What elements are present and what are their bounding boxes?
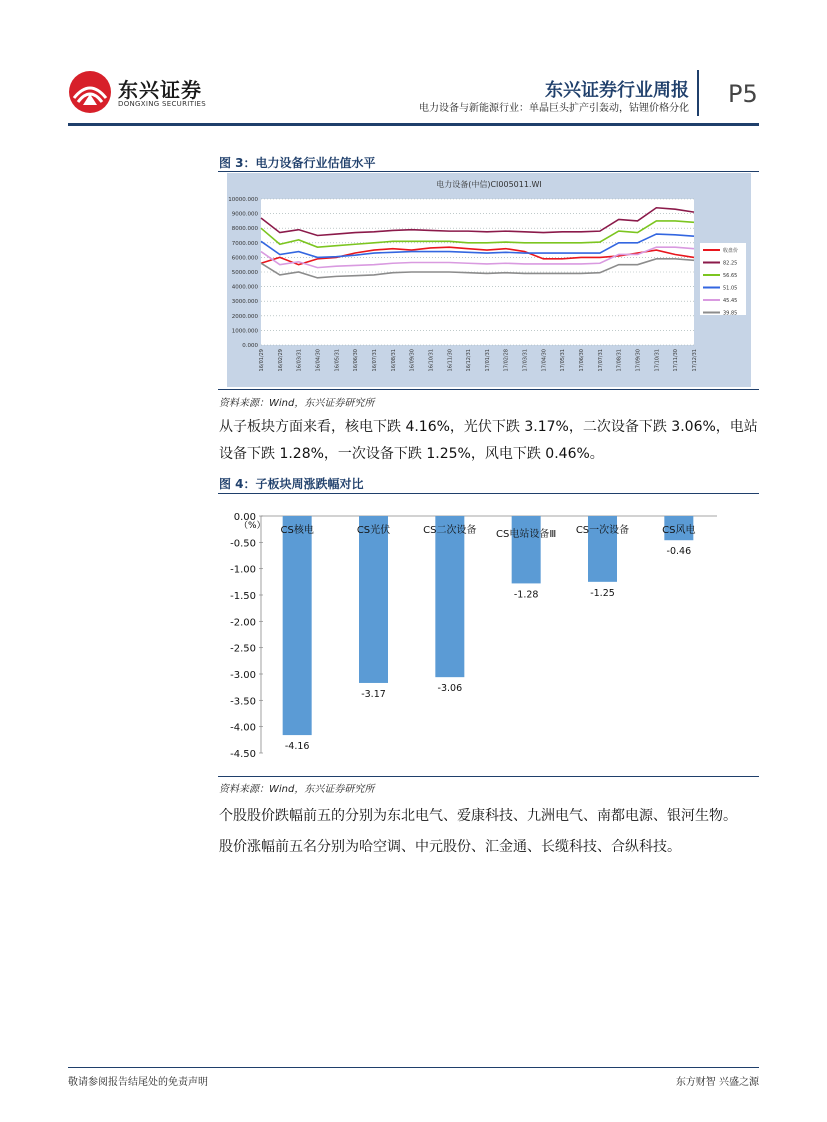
legend-label: 收盘价 [723, 248, 739, 254]
data-label: -3.06 [437, 683, 463, 695]
logo-subtext: DONGXING SECURITIES [118, 100, 207, 108]
paragraph-sector-summary: 从子板块方面来看，核电下跌 4.16%，光伏下跌 3.17%，二次设备下跌 3.06%，电站设备下跌 1.28%，一次设备下跌 1.25%，风电下跌 0.46%。 [219, 419, 758, 462]
x-tick-label: 16/10/31 [428, 349, 435, 372]
x-tick-label: 17/07/31 [597, 349, 604, 372]
bar [435, 516, 464, 677]
legend-label: 56.65 [723, 273, 738, 279]
data-label: -3.17 [361, 688, 386, 700]
figure3-chart [227, 173, 751, 387]
y-tick-label: 0.00 [233, 512, 256, 523]
data-label: -1.25 [590, 587, 615, 599]
data-label: -0.46 [666, 546, 692, 558]
y-tick-label: 3000.000 [231, 299, 258, 306]
x-tick-label: 17/08/31 [616, 349, 623, 372]
figure3-title: 图 3：电力设备行业估值水平 [219, 156, 376, 170]
x-tick-label: 17/01/31 [484, 349, 491, 372]
chart-title: 电力设备(中信)CI005011.WI [436, 180, 542, 189]
x-tick-label: 16/01/29 [259, 349, 265, 372]
y-tick-label: -3.00 [230, 670, 256, 681]
x-tick-label: 16/08/31 [390, 349, 397, 372]
legend-label: 82.25 [723, 260, 738, 267]
paragraph-decliners: 个股股价跌幅前五的分别为东北电气、爱康科技、九洲电气、南都电源、银河生物。 [219, 808, 737, 824]
footer-slogan: 东方财智 兴盛之源 [675, 1077, 759, 1088]
x-tick-label: 16/03/31 [296, 349, 303, 372]
y-tick-label: 6000.000 [231, 255, 258, 262]
x-tick-label: 16/04/30 [315, 349, 322, 372]
figure3-source: 资料来源：Wind，东兴证券研究所 [219, 398, 375, 409]
figure4-title: 图 4：子板块周涨跌幅对比 [219, 477, 364, 491]
figure4-chart [219, 500, 760, 770]
category-label: CS光伏 [356, 525, 391, 536]
x-tick-label: 17/02/28 [503, 349, 510, 372]
data-label: -4.16 [284, 741, 310, 753]
data-label: -1.28 [513, 589, 539, 601]
legend-label: 51.05 [723, 285, 738, 292]
figure3-bottom-rule [218, 389, 759, 390]
logo-emblem-icon [68, 70, 112, 114]
x-tick-label: 16/05/31 [334, 349, 341, 372]
y-tick-label: -4.50 [230, 749, 256, 760]
report-title: 东兴证券行业周报 [545, 80, 689, 101]
x-tick-label: 16/09/30 [409, 349, 416, 372]
x-tick-label: 16/12/31 [466, 349, 473, 372]
figure4-bottom-rule [218, 776, 759, 777]
x-tick-label: 16/07/31 [371, 349, 378, 372]
legend-label: 45.45 [723, 298, 738, 304]
footer-rule [68, 1067, 759, 1068]
x-tick-label: 17/09/30 [635, 349, 642, 372]
bar [512, 516, 541, 583]
figure4-source: 资料来源：Wind，东兴证券研究所 [219, 784, 375, 795]
x-tick-label: 17/12/31 [692, 349, 698, 372]
x-tick-label: 16/06/30 [353, 349, 360, 372]
report-subtitle: 电力设备与新能源行业：单晶巨头扩产引轰动，钴锂价格分化 [419, 103, 689, 114]
header-divider [697, 70, 699, 116]
y-tick-label: 5000.000 [231, 270, 258, 276]
figure3-top-rule [218, 171, 759, 172]
y-tick-label: 0.000 [242, 343, 258, 349]
y-tick-label: 10000.000 [228, 197, 258, 203]
sector-bar-chart [219, 500, 760, 770]
y-tick-label: -0.50 [230, 538, 256, 550]
y-tick-label: -2.50 [230, 643, 256, 655]
logo-text: 东兴证券 [118, 78, 202, 102]
y-tick-label: 1000.000 [231, 328, 258, 335]
legend-label: 39.85 [723, 310, 738, 317]
y-tick-label: -4.00 [230, 722, 256, 734]
category-label: CS一次设备 [575, 525, 630, 536]
footer-disclaimer: 敬请参阅报告结尾处的免责声明 [68, 1077, 208, 1088]
x-tick-label: 16/11/30 [447, 349, 454, 372]
category-label: CS电站设备Ⅲ [496, 529, 557, 540]
company-logo [68, 70, 208, 114]
y-tick-label: 9000.000 [231, 211, 258, 218]
paragraph-gainers: 股价涨幅前五名分别为哈空调、中元股份、汇金通、长缆科技、合纵科技。 [219, 839, 681, 855]
x-tick-label: 17/11/30 [673, 349, 680, 372]
y-axis-unit: （%） [239, 521, 266, 531]
category-label: CS核电 [280, 525, 314, 536]
category-label: CS二次设备 [423, 525, 477, 536]
x-tick-label: 17/10/31 [654, 349, 661, 372]
y-tick-label: 7000.000 [231, 240, 258, 247]
y-tick-label: -2.00 [230, 617, 256, 629]
figure4-top-rule [218, 493, 759, 494]
page-number: P5 [728, 80, 758, 108]
x-tick-label: 17/06/30 [579, 349, 586, 372]
header-rule [68, 123, 759, 126]
y-tick-label: -1.50 [230, 591, 256, 602]
y-tick-label: -1.00 [230, 564, 256, 576]
bar [283, 516, 312, 735]
valuation-line-chart [227, 173, 751, 387]
category-label: CS风电 [662, 525, 696, 536]
x-tick-label: 17/04/30 [541, 349, 548, 372]
y-tick-label: 4000.000 [231, 284, 258, 291]
y-tick-label: 2000.000 [231, 313, 258, 320]
x-tick-label: 16/02/29 [277, 349, 284, 372]
x-tick-label: 17/03/31 [522, 349, 529, 372]
x-tick-label: 17/05/31 [560, 349, 567, 372]
y-tick-label: -3.50 [230, 696, 256, 708]
bar [356, 516, 391, 683]
y-tick-label: 8000.000 [231, 226, 258, 233]
